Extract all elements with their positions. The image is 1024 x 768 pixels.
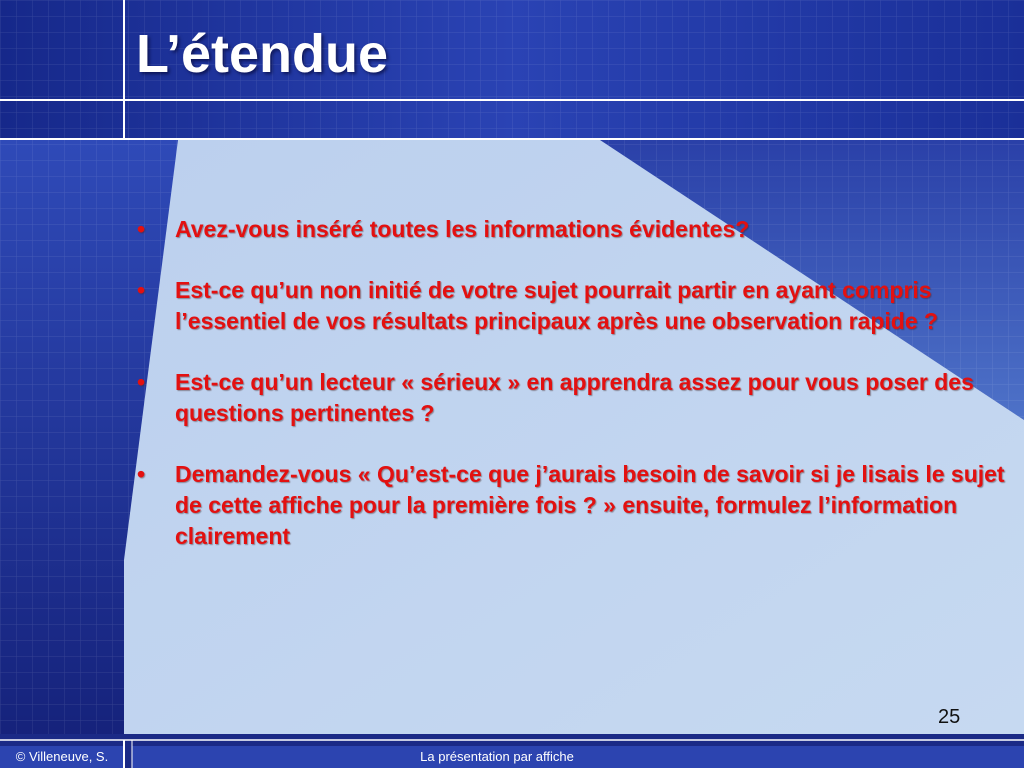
bullet-icon: • [137,216,146,242]
bullet-list [134,214,1019,582]
bullet-icon: • [137,277,146,303]
bullet-text: Demandez-vous « Qu’est-ce que j’aurais besoin de savoir si je lisais le sujet de cette affiche pour la première fois ? » ensuite, formulez l’information clairement [175,461,1005,549]
slide-title: L’étendue [136,24,389,84]
bullet-text: Est-ce qu’un lecteur « sérieux » en apprendra assez pour vous poser des questions pertinentes ? [175,369,974,426]
footer-caption: La présentation par affiche [420,749,574,764]
bullet-icon: • [137,369,146,395]
footer-author: © Villeneuve, S. [15,749,109,764]
bullet-text: Avez-vous inséré toutes les informations évidentes? [175,216,750,242]
bullet-item [134,459,1019,552]
bullet-text: Est-ce qu’un non initié de votre sujet pourrait partir en ayant compris l’essentiel de vos résultats principaux après une observation rapide ? [175,277,939,334]
bullet-item [134,367,1019,429]
slide-number: 25 [938,706,961,728]
bullet-item [134,214,1019,245]
bullet-icon: • [137,461,146,487]
bullet-item [134,275,1019,337]
